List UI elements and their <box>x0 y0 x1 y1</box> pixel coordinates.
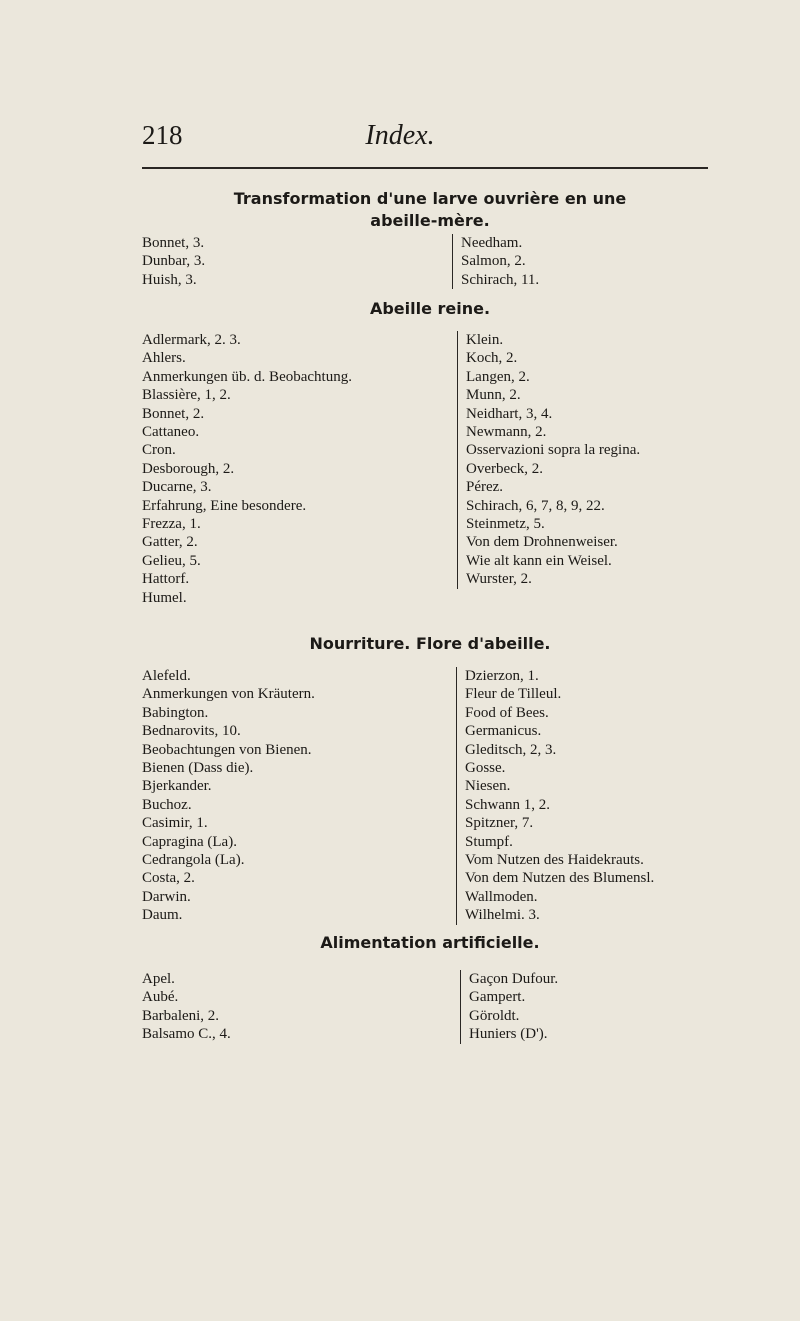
index-entry: Spitzner, 7. <box>465 815 534 832</box>
section-right-column <box>452 234 539 289</box>
index-entry: Bednarovits, 10. <box>142 723 241 740</box>
index-entry: Blassière, 1, 2. <box>142 387 231 404</box>
index-entry: Osservazioni sopra la regina. <box>466 442 641 459</box>
index-entry: Anmerkungen üb. d. Beobachtung. <box>142 368 352 385</box>
index-entry: Schirach, 6, 7, 8, 9, 22. <box>466 497 605 514</box>
index-entry: Cron. <box>142 442 176 459</box>
index-entry: Barbaleni, 2. <box>142 1007 220 1024</box>
index-entry: Buchoz. <box>142 796 192 813</box>
index-entry: Alefeld. <box>142 668 191 684</box>
index-entry: Erfahrung, Eine besondere. <box>142 497 307 514</box>
index-entry: Huish, 3. <box>142 271 197 288</box>
index-entry: Cattaneo. <box>142 424 200 441</box>
index-entry: Dzierzon, 1. <box>465 668 539 684</box>
index-entry: Schirach, 11. <box>461 271 540 288</box>
index-entry: Koch, 2. <box>466 350 518 367</box>
heading-line: Alimentation artificielle. <box>320 933 540 952</box>
index-entry: Costa, 2. <box>142 870 195 887</box>
index-entry: Apel. <box>142 971 175 987</box>
index-entry: Huniers (D'). <box>469 1026 548 1043</box>
index-entry: Humel. <box>142 589 187 606</box>
index-entry: Von dem Drohnenweiser. <box>466 534 618 551</box>
index-entry: Munn, 2. <box>466 387 521 404</box>
index-entry: Wilhelmi. 3. <box>465 907 540 924</box>
index-entry: Vom Nutzen des Haidekrauts. <box>465 852 644 869</box>
index-entry: Gosse. <box>465 760 506 777</box>
section-left-column <box>142 234 205 289</box>
index-entry: Germanicus. <box>465 723 542 740</box>
index-entry: Pérez. <box>466 479 504 496</box>
section-left-column <box>142 970 231 1044</box>
index-entry: Klein. <box>466 332 504 348</box>
index-entry: Neidhart, 3, 4. <box>466 405 553 422</box>
index-entry: Ducarne, 3. <box>142 479 212 496</box>
section-heading-nourriture <box>150 633 710 655</box>
index-entry: Beobachtungen von Bienen. <box>142 741 312 758</box>
section-heading-alimentation <box>150 932 710 954</box>
index-entry: Göroldt. <box>469 1007 520 1024</box>
index-entry: Fleur de Tilleul. <box>465 686 562 703</box>
section-heading-abeille-reine <box>150 298 710 320</box>
heading-line: Abeille reine. <box>369 299 491 318</box>
index-entry: Cedrangola (La). <box>142 852 245 869</box>
section-heading-transformation <box>150 188 710 232</box>
index-entry: Gatter, 2. <box>142 534 198 551</box>
section-right-column <box>456 667 654 925</box>
heading-line: abeille-mère. <box>370 211 490 230</box>
index-entry: Frezza, 1. <box>142 516 201 533</box>
index-entry: Gleditsch, 2, 3. <box>465 741 557 758</box>
index-entry: Wie alt kann ein Weisel. <box>466 552 612 569</box>
heading-line: Transformation d'une larve ouvrière en une <box>233 189 627 208</box>
header-rule <box>142 167 708 169</box>
index-entry: Anmerkungen von Kräutern. <box>142 686 315 703</box>
index-entry: Aubé. <box>142 989 179 1006</box>
index-entry: Wallmoden. <box>465 888 538 905</box>
section-right-column <box>460 970 558 1044</box>
index-entry: Overbeck, 2. <box>466 460 544 477</box>
page-header <box>0 120 800 160</box>
index-entry: Food of Bees. <box>465 704 549 721</box>
index-entry: Balsamo C., 4. <box>142 1026 231 1043</box>
index-entry: Hattorf. <box>142 571 190 588</box>
index-entry: Salmon, 2. <box>461 253 526 270</box>
index-entry: Bonnet, 3. <box>142 235 205 251</box>
index-entry: Babington. <box>142 704 209 721</box>
index-entry: Steinmetz, 5. <box>466 516 545 533</box>
index-entry: Gelieu, 5. <box>142 552 201 569</box>
index-entry: Langen, 2. <box>466 368 530 385</box>
index-entry: Needham. <box>461 235 523 251</box>
section-right-column <box>457 331 640 589</box>
index-entry: Bjerkander. <box>142 778 212 795</box>
index-entry: Adlermark, 2. 3. <box>142 332 241 348</box>
index-entry: Gampert. <box>469 989 526 1006</box>
index-entry: Daum. <box>142 907 183 924</box>
running-title: Index. <box>365 120 435 151</box>
index-entry: Bonnet, 2. <box>142 405 205 422</box>
index-entry: Niesen. <box>465 778 511 795</box>
index-entry: Desborough, 2. <box>142 460 235 477</box>
index-entry: Capragina (La). <box>142 833 237 850</box>
index-entry: Wurster, 2. <box>466 571 532 588</box>
index-entry: Ahlers. <box>142 350 186 367</box>
section-left-column <box>142 331 352 607</box>
index-entry: Bienen (Dass die). <box>142 760 254 777</box>
index-entry: Gaçon Dufour. <box>469 971 559 987</box>
index-entry: Darwin. <box>142 888 191 905</box>
index-entry: Dunbar, 3. <box>142 253 206 270</box>
index-entry: Newmann, 2. <box>466 424 547 441</box>
index-entry: Stumpf. <box>465 833 513 850</box>
index-entry: Von dem Nutzen des Blumensl. <box>465 870 655 887</box>
index-entry: Schwann 1, 2. <box>465 796 550 813</box>
index-entry: Casimir, 1. <box>142 815 208 832</box>
heading-line: Nourriture. Flore d'abeille. <box>309 634 551 653</box>
page-number: 218 <box>142 120 183 150</box>
section-left-column <box>142 667 315 925</box>
